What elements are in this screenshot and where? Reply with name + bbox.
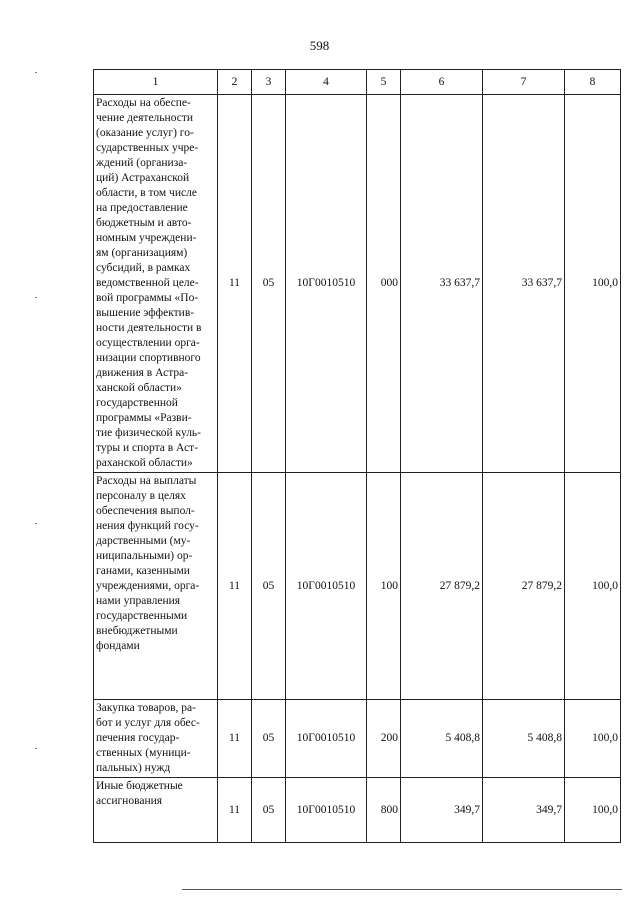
budget-table — [93, 69, 621, 843]
description-line: движения в Астра- — [96, 367, 189, 379]
description-line: Расходы на выплаты — [96, 475, 197, 487]
description-line: ций) Астраханской — [96, 172, 190, 184]
scan-speck — [35, 523, 37, 524]
executed-amount: 349,7 — [483, 778, 565, 843]
subsection-code: 05 — [252, 778, 286, 843]
description-line: (оказание услуг) го- — [96, 127, 194, 139]
column-header: 7 — [483, 70, 565, 95]
scan-speck — [35, 748, 37, 749]
row-description — [94, 778, 218, 843]
description-line: внебюджетными — [96, 625, 178, 637]
target-article-code: 10Г0010510 — [286, 473, 367, 700]
table-row — [94, 473, 621, 700]
column-header: 3 — [252, 70, 286, 95]
target-article-code: 10Г0010510 — [286, 778, 367, 843]
table-row — [94, 95, 621, 473]
section-code: 11 — [218, 95, 252, 473]
description-line: программы «Разви- — [96, 412, 192, 424]
row-description — [94, 95, 218, 473]
table-row — [94, 700, 621, 778]
planned-amount: 27 879,2 — [401, 473, 483, 700]
description-line: ниципальными) ор- — [96, 550, 193, 562]
expense-type-code: 000 — [367, 95, 401, 473]
executed-amount: 5 408,8 — [483, 700, 565, 778]
description-line: ности деятельности в — [96, 322, 202, 334]
description-line: номным учреждени- — [96, 232, 197, 244]
description-line: государственными — [96, 610, 188, 622]
page-number: 598 — [309, 38, 330, 53]
expense-type-code: 100 — [367, 473, 401, 700]
description-line: учреждениями, орга- — [96, 580, 200, 592]
description-line: ведомственной целе- — [96, 277, 199, 289]
expense-type-code: 200 — [367, 700, 401, 778]
execution-percent: 100,0 — [565, 778, 621, 843]
executed-amount: 27 879,2 — [483, 473, 565, 700]
execution-percent: 100,0 — [565, 95, 621, 473]
description-line: персоналу в целях — [96, 490, 186, 502]
column-header: 4 — [286, 70, 367, 95]
description-line: ассигнования — [96, 795, 163, 807]
description-line: ям (организациям) — [96, 247, 188, 259]
subsection-code: 05 — [252, 700, 286, 778]
description-line: туры и спорта в Аст- — [96, 442, 199, 454]
scan-speck — [35, 72, 37, 73]
column-header: 1 — [94, 70, 218, 95]
description-line: тие физической куль- — [96, 427, 202, 439]
execution-percent: 100,0 — [565, 473, 621, 700]
column-header: 8 — [565, 70, 621, 95]
description-line: обеспечения выпол- — [96, 505, 195, 517]
description-line: вышение эффектив- — [96, 307, 195, 319]
row-description — [94, 473, 218, 700]
execution-percent: 100,0 — [565, 700, 621, 778]
description-line: ханской области» — [96, 382, 182, 394]
description-line: ганами, казенными — [96, 565, 190, 577]
description-line: сударственных учре- — [96, 142, 199, 154]
description-line: государственной — [96, 397, 178, 409]
table-row — [94, 778, 621, 843]
description-line: пальных) нужд — [96, 762, 171, 774]
description-line: Закупка товаров, ра- — [96, 702, 196, 714]
planned-amount: 349,7 — [401, 778, 483, 843]
scan-speck — [35, 297, 37, 298]
description-line: субсидий, в рамках — [96, 262, 191, 274]
description-line: бюджетным и авто- — [96, 217, 192, 229]
description-line: дарственными (му- — [96, 535, 191, 547]
description-line: низации спортивного — [96, 352, 201, 364]
section-code: 11 — [218, 700, 252, 778]
description-line: нами управления — [96, 595, 181, 607]
subsection-code: 05 — [252, 95, 286, 473]
description-line: раханской области» — [96, 457, 193, 469]
column-header: 6 — [401, 70, 483, 95]
description-line: фондами — [96, 640, 140, 652]
description-line: Иные бюджетные — [96, 780, 183, 792]
description-line: ственных (муници- — [96, 747, 191, 759]
description-line: на предоставление — [96, 202, 188, 214]
section-code: 11 — [218, 778, 252, 843]
description-line: печения государ- — [96, 732, 180, 744]
description-line: чение деятельности — [96, 112, 194, 124]
row-description — [94, 700, 218, 778]
expense-type-code: 800 — [367, 778, 401, 843]
target-article-code: 10Г0010510 — [286, 700, 367, 778]
description-line: осуществлении орга- — [96, 337, 200, 349]
executed-amount: 33 637,7 — [483, 95, 565, 473]
section-code: 11 — [218, 473, 252, 700]
description-line: области, в том числе — [96, 187, 197, 199]
footer-rule — [182, 889, 622, 890]
planned-amount: 5 408,8 — [401, 700, 483, 778]
description-line: нения функций госу- — [96, 520, 199, 532]
description-line: Расходы на обеспе- — [96, 97, 191, 109]
target-article-code: 10Г0010510 — [286, 95, 367, 473]
header-row — [94, 70, 621, 95]
subsection-code: 05 — [252, 473, 286, 700]
description-line: бот и услуг для обес- — [96, 717, 200, 729]
column-header: 2 — [218, 70, 252, 95]
column-header: 5 — [367, 70, 401, 95]
description-line: ждений (организа- — [96, 157, 188, 169]
planned-amount: 33 637,7 — [401, 95, 483, 473]
description-line: вой программы «По- — [96, 292, 199, 304]
